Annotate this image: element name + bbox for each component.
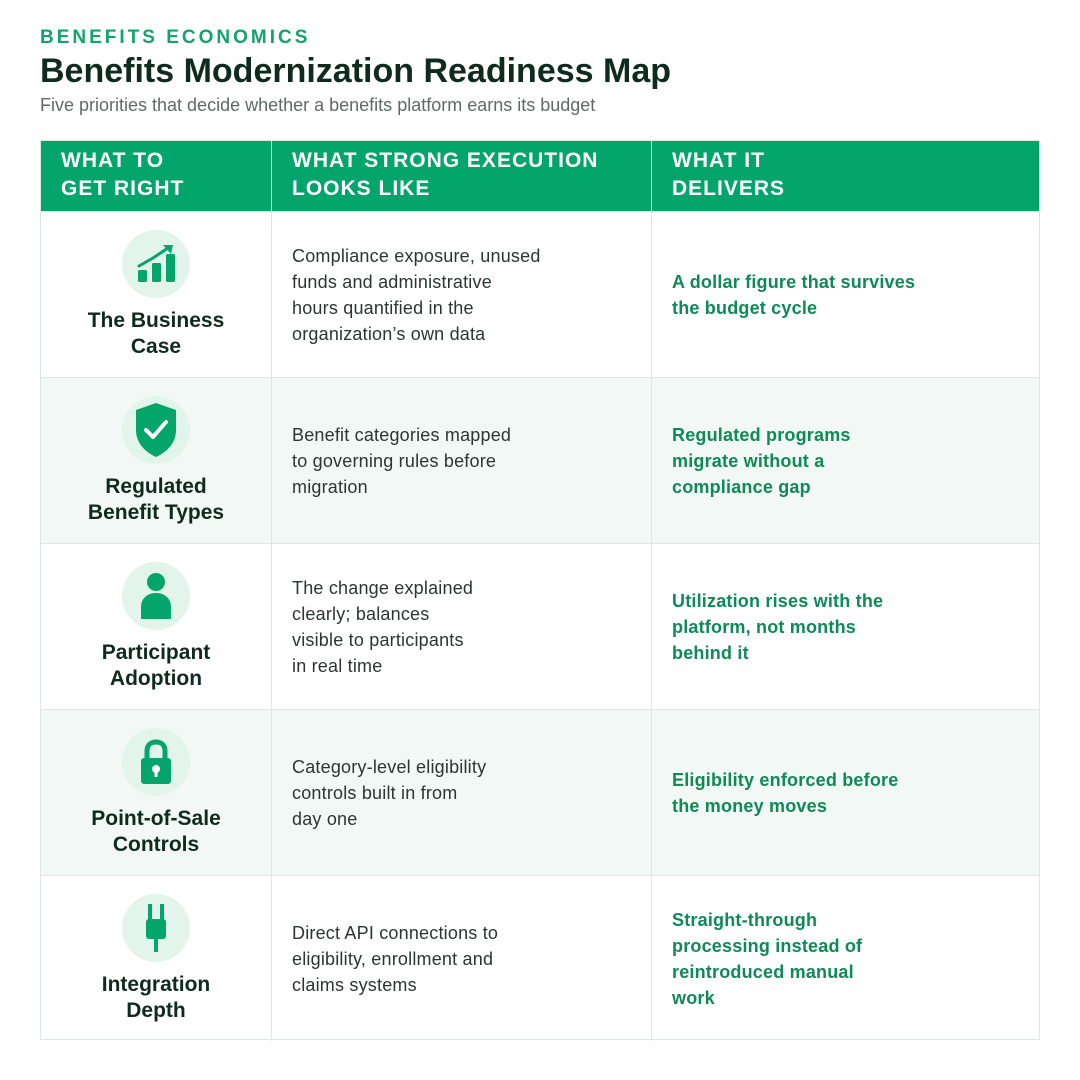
- table-row: [41, 875, 1039, 1041]
- plug-icon: [122, 894, 190, 962]
- lock-icon: [122, 728, 190, 796]
- topic-label: Regulated Benefit Types: [87, 475, 225, 524]
- topic-label: Integration Depth: [101, 973, 211, 1022]
- column-header-what-it-delivers: WHAT IT DELIVERS: [651, 141, 1039, 211]
- delivers-cell: [651, 212, 1039, 377]
- column-header-strong-execution: WHAT STRONG EXECUTION LOOKS LIKE: [271, 141, 651, 211]
- table-row: [41, 211, 1039, 377]
- page-subtitle: Five priorities that decide whether a benefits platform earns its budget: [40, 95, 596, 115]
- topic-cell: [41, 378, 271, 543]
- execution-cell: [271, 378, 651, 543]
- topic-cell: [41, 544, 271, 709]
- execution-text: Category-level eligibility controls built in from day one: [292, 756, 487, 829]
- shield-check-icon: [122, 396, 190, 464]
- execution-text: The change explained clearly; balances visible to participants in real time: [292, 577, 474, 676]
- delivers-cell: [651, 378, 1039, 543]
- delivers-text: Utilization rises with the platform, not months behind it: [672, 590, 884, 663]
- topic-cell: [41, 876, 271, 1041]
- topic-label: Participant Adoption: [101, 641, 211, 690]
- delivers-cell: [651, 544, 1039, 709]
- person-icon: [122, 562, 190, 630]
- execution-text: Compliance exposure, unused funds and administrative hours quantified in the organization’s own data: [292, 245, 541, 344]
- delivers-text: Eligibility enforced before the money moves: [672, 769, 899, 816]
- execution-cell: [271, 544, 651, 709]
- column-header-what-to-get-right: WHAT TO GET RIGHT: [61, 149, 185, 200]
- table-row: [41, 377, 1039, 543]
- table-row: [41, 709, 1039, 875]
- execution-text: Benefit categories mapped to governing rules before migration: [292, 424, 512, 497]
- delivers-text: Straight-through processing instead of reintroduced manual work: [672, 909, 863, 1008]
- page-title: Benefits Modernization Readiness Map: [40, 52, 671, 90]
- delivers-text: Regulated programs migrate without a compliance gap: [672, 424, 851, 497]
- topic-label: The Business Case: [87, 309, 225, 358]
- eyebrow-label: BENEFITS ECONOMICS: [40, 27, 311, 48]
- topic-cell: [41, 710, 271, 875]
- table-header: [41, 141, 1039, 211]
- growth-chart-icon: [122, 230, 190, 298]
- delivers-text: A dollar figure that survives the budget cycle: [672, 271, 916, 318]
- execution-cell: [271, 212, 651, 377]
- topic-label: Point-of-Sale Controls: [91, 807, 221, 856]
- execution-cell: [271, 876, 651, 1041]
- execution-cell: [271, 710, 651, 875]
- readiness-table: [40, 140, 1040, 1040]
- execution-text: Direct API connections to eligibility, enrollment and claims systems: [292, 922, 499, 995]
- table-row: [41, 543, 1039, 709]
- delivers-cell: [651, 710, 1039, 875]
- topic-cell: [41, 212, 271, 377]
- delivers-cell: [651, 876, 1039, 1041]
